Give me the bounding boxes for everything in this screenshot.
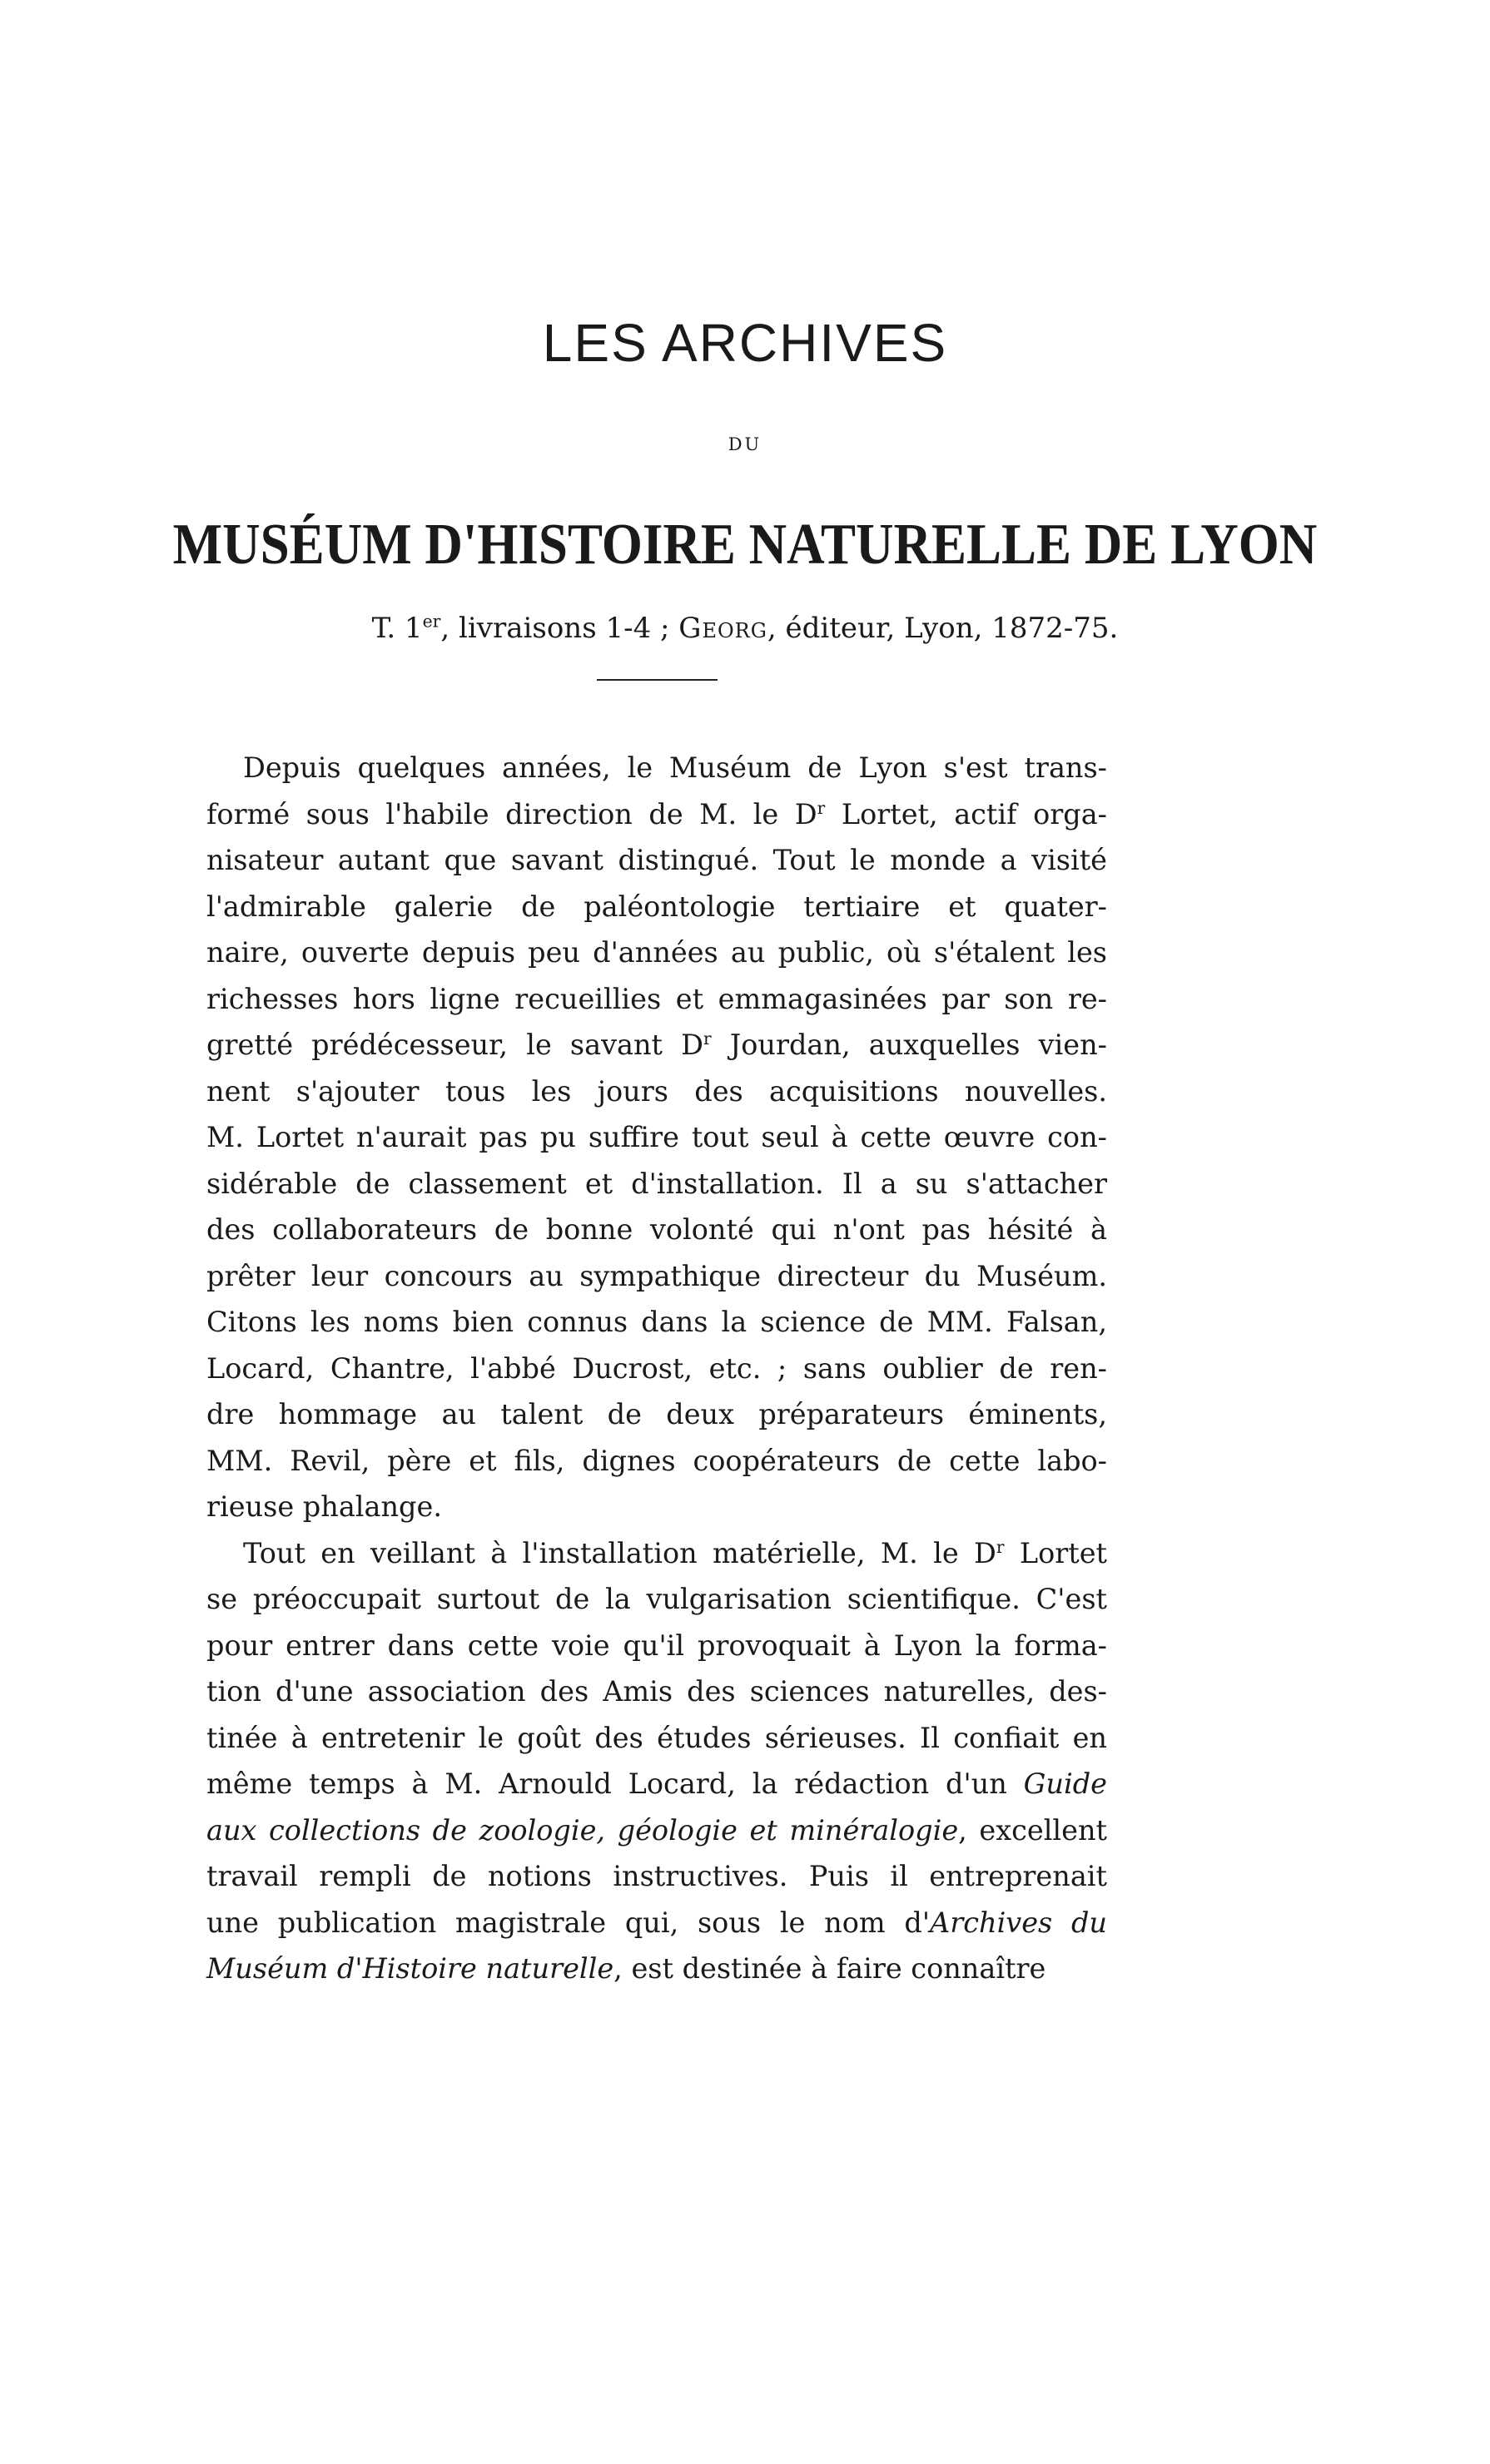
publication-volume-sup: er [422, 611, 441, 632]
text-line: Citons les noms bien connus dans la science de MM. Falsan, [206, 1306, 1107, 1338]
title-connector: DU [728, 434, 762, 454]
text-line: travail rempli de notions instructives. Puis il entreprenait [206, 1860, 1107, 1892]
text-line: tinée à entretenir le goût des études sérieuses. Il confiait en [206, 1721, 1107, 1754]
text-line: se préoccupait surtout de la vulgarisation scientifique. C'est [206, 1583, 1107, 1615]
text-line: rieuse phalange. [206, 1490, 442, 1523]
publication-editor: Georg [678, 612, 767, 645]
text-line: Locard, Chantre, l'abbé Ducrost, etc. ; sans oublier de ren- [206, 1351, 1107, 1385]
text-line: Muséum d'Histoire naturelle, est destinée à faire connaître [206, 1952, 1046, 1985]
text-line: même temps à M. Arnould Locard, la rédaction d'un Guide [206, 1767, 1107, 1800]
text-line: nent s'ajouter tous les jours des acquisitions nouvelles. [206, 1074, 1107, 1108]
text-line: Tout en veillant à l'installation matérielle, M. le $D^r$ Lortet [243, 1536, 1108, 1569]
text-line: pour entrer dans cette voie qu'il provoquait à Lyon la forma- [206, 1629, 1107, 1662]
text-line: naire, ouverte depuis peu d'années au public, où s'étalent les [206, 936, 1107, 969]
paragraph-2 [206, 1530, 1107, 1992]
text-line: une publication magistrale qui, sous le nom d'Archives du [206, 1906, 1107, 1939]
text-line: formé sous l'habile direction de M. le $D^r$ Lortet, actif orga- [206, 797, 1107, 830]
text-line: gretté prédécesseur, le savant $D^r$ Jourdan, auxquelles vien- [206, 1028, 1107, 1061]
page-title: LES ARCHIVES [542, 313, 948, 373]
publication-info [0, 611, 1490, 645]
text-line: M. Lortet n'aurait pas pu suffire tout seul à cette œuvre con- [206, 1121, 1107, 1153]
section-divider [597, 679, 718, 681]
publication-issues: , livraisons 1-4 ; [440, 612, 679, 645]
text-line: Depuis quelques années, le Muséum de Lyon s'est trans- [243, 751, 1107, 784]
text-line: nisateur autant que savant distingué. Tout le monde a visité [206, 844, 1107, 876]
publication-place-date: , éditeur, Lyon, 1872-75. [767, 612, 1119, 645]
text-line: dre hommage au talent de deux préparateurs éminents, [206, 1398, 1107, 1430]
text-line: prêter leur concours au sympathique directeur du Muséum. [206, 1259, 1107, 1292]
paragraph-1 [206, 745, 1107, 1530]
text-line: l'admirable galerie de paléontologie tertiaire et quater- [206, 890, 1107, 923]
publication-volume: T. 1 [371, 612, 423, 645]
text-line: tion d'une association des Amis des sciences naturelles, des- [206, 1675, 1107, 1708]
text-line: aux collections de zoologie, géologie et minéralogie, excellent [206, 1813, 1107, 1847]
text-line: MM. Revil, père et fils, dignes coopérateurs de cette labo- [206, 1444, 1107, 1477]
text-line: richesses hors ligne recueillies et emmagasinées par son re- [206, 982, 1107, 1015]
article-body [206, 745, 1107, 1992]
page-subtitle: MUSÉUM D'HISTOIRE NATURELLE DE LYON [172, 513, 1318, 577]
text-line: sidérable de classement et d'installation. Il a su s'attacher [206, 1167, 1107, 1200]
text-line: des collaborateurs de bonne volonté qui n'ont pas hésité à [206, 1213, 1107, 1246]
